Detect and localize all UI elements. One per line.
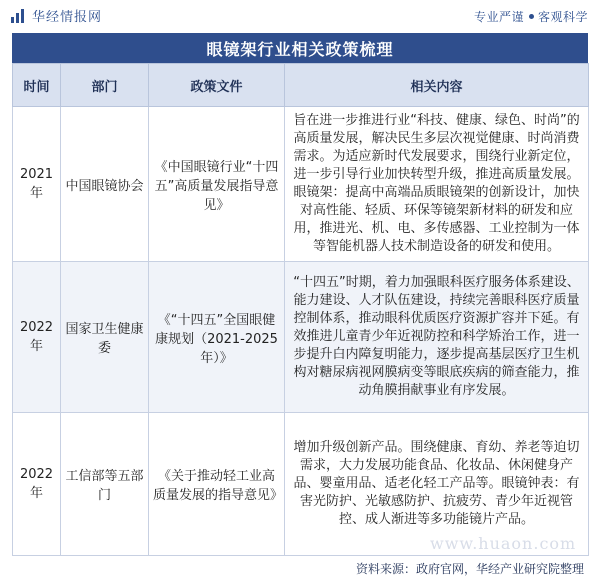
watermark: www.huaon.com — [430, 534, 577, 553]
cell-policy-document: 《关于推动轻工业高质量发展的指导意见》 — [149, 413, 285, 556]
column-header-time: 时间 — [13, 64, 61, 107]
source-note: 资料来源：政府官网，华经产业研究院整理 — [355, 562, 584, 576]
top-header — [0, 0, 600, 30]
table-row — [13, 262, 589, 413]
column-header-content: 相关内容 — [285, 64, 589, 107]
bar-chart-icon — [10, 8, 26, 24]
slogan-left: 专业严谨 — [473, 10, 524, 24]
table-header-row — [13, 64, 589, 107]
cell-content: “十四五”时期，着力加强眼科医疗服务体系建设、能力建设、人才队伍建设，持续完善眼科医疗质量控制体系，推动眼科优质医疗资源扩容并下延。有效推进儿童青少年近视防控和科学矫治工作，进一步提升白内障复明能力，逐步提高基层医疗卫生机构对糖尿病视网膜病变等眼底疾病的筛查能力，推动角膜捐献事业有序发展。 — [285, 262, 589, 413]
slogan — [474, 8, 588, 25]
policy-table — [12, 63, 589, 556]
logo[interactable] — [10, 6, 102, 25]
cell-department: 工信部等五部门 — [61, 413, 149, 556]
dot-icon — [529, 14, 534, 19]
cell-content: 旨在进一步推进行业“科技、健康、绿色、时尚”的高质量发展，解决民生多层次视觉健康、时尚消费需求。为适应新时代发展要求，围绕行业新定位，进一步引导行业加快转型升级，推进高质量发展。眼镜架：提高中高端品质眼镜架的创新设计，加快对高性能、轻质、环保等镜架新材料的研发和应用，推进光、机、电、多传感器、工业控制为一体等智能机器人技术制造设备的研发和使用。 — [285, 107, 589, 262]
cell-department: 中国眼镜协会 — [61, 107, 149, 262]
column-header-department: 部门 — [61, 64, 149, 107]
cell-policy-document: 《“十四五”全国眼健康规划（2021-2025年）》 — [149, 262, 285, 413]
cell-department: 国家卫生健康委 — [61, 262, 149, 413]
table-row — [13, 107, 589, 262]
cell-content: 增加升级创新产品。围绕健康、育幼、养老等迫切需求，大力发展功能食品、化妆品、休闲健身产品、婴童用品、适老化轻工产品等。眼镜钟表：有害光防护、光敏感防护、抗疲劳、青少年近视管控、成人渐进等多功能镜片产品。 — [285, 413, 589, 556]
cell-time: 2022年 — [13, 262, 61, 413]
cell-policy-document: 《中国眼镜行业“十四五”高质量发展指导意见》 — [149, 107, 285, 262]
cell-time: 2022年 — [13, 413, 61, 556]
slogan-right: 客观科学 — [537, 10, 588, 24]
page-title: 眼镜架行业相关政策梳理 — [12, 33, 588, 63]
column-header-policy-document: 政策文件 — [149, 64, 285, 107]
logo-text: 华经情报网 — [32, 10, 103, 25]
cell-time: 2021年 — [13, 107, 61, 262]
